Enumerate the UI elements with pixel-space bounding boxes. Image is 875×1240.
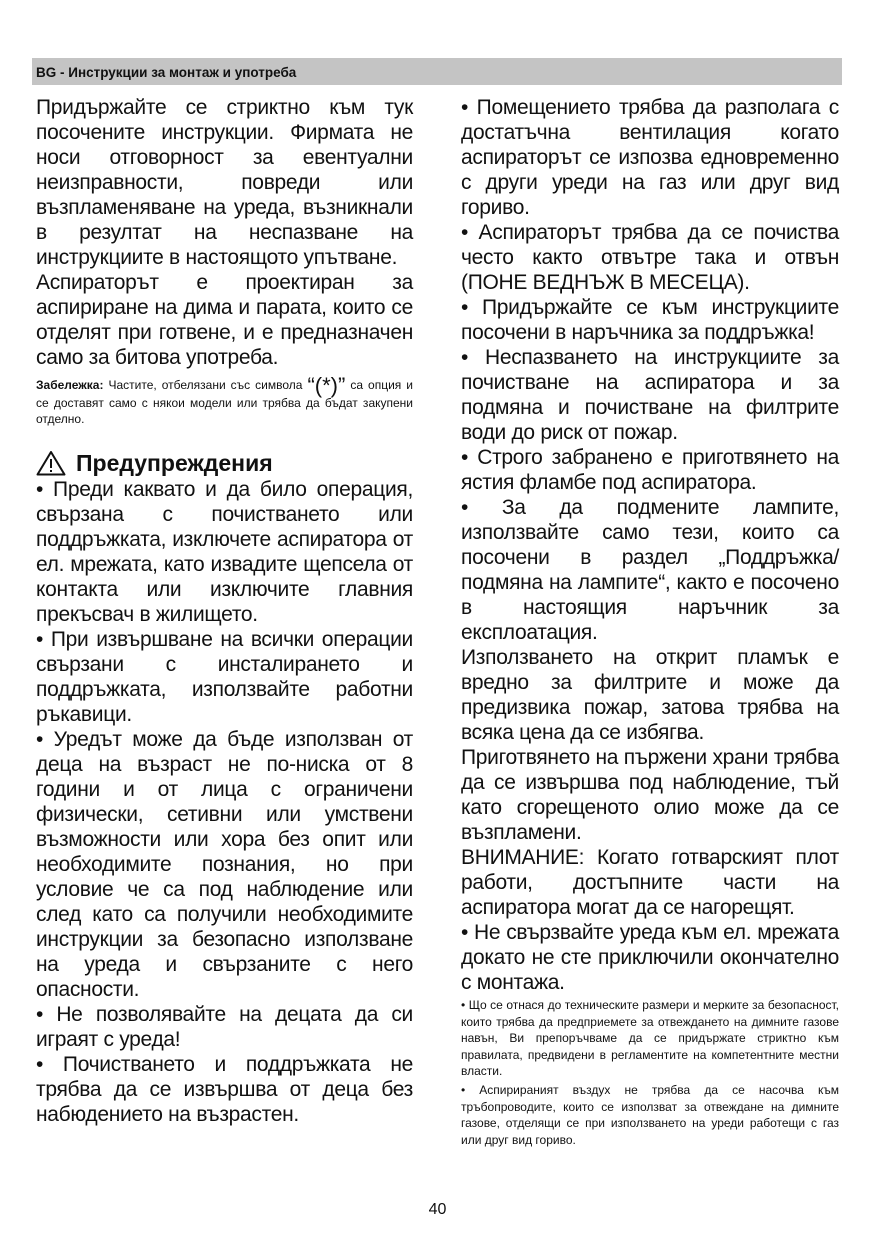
warning-bullet: • Уредът може да бъде използван от деца на възраст не по-ниска от 8 години и от лица с ограничени физически, сетивни или умствени възможности или хора без опит или необходимите познания, но при условие че са под наблюдение или след като са получили необходимите инструкции за безопасно използване на уреда и свързаните с него опасности. bbox=[36, 727, 413, 1001]
warning-paragraph: • Помещението трябва да разполага с достатъчна вентилация когато аспираторът се изпозва едновременно с други уреди на газ или друг вид гориво. bbox=[461, 96, 839, 219]
warning-bullet: • При извършване на всички операции свързани с инсталирането и поддръжката, използвайте работни ръкавици. bbox=[36, 627, 413, 726]
intro-paragraph: Придържайте се стриктно към тук посочените инструкции. Фирмата не носи отговорност за евентуални неизправности, повреди или възпламеняване на уреда, възникнали в резултат на неспазване на инструкциите в настоящото упътване. bbox=[36, 96, 413, 269]
warning-bullet: • Не позволявайте на децата да си играят с уреда! bbox=[36, 1002, 413, 1051]
warning-paragraph: • Неспазването на инструкциите за почистване на аспиратора и за подмяна и почистване на филтрите води до риск от пожар. bbox=[461, 346, 839, 444]
note-label: Забележка: bbox=[36, 378, 104, 392]
small-print-paragraph: • Аспирираният въздух не трябва да се насочва към тръбопроводите, които се използват за отвеждане на димните газове, отделящи се при използването на уреди работещи с газ или друг вид гориво. bbox=[461, 1082, 839, 1147]
warning-paragraph: • За да подмените лампите, използвайте само тези, които са посочени в раздел „Поддръжка/подмяна на лампите“, както е посочено в настоящия наръчник за експлоатация. bbox=[461, 496, 839, 644]
warning-triangle-icon bbox=[36, 450, 66, 476]
note-text-after: са опция и се доставят само с някои модели или трябва да бъдат закупени отделно. bbox=[36, 378, 414, 427]
caution-paragraph: ВНИМАНИЕ: Когато готварският плот работи, достъпните части на аспиратора могат да се нагорещят. bbox=[461, 846, 839, 919]
left-column bbox=[36, 95, 413, 1127]
warning-paragraph: • Не свързвайте уреда към ел. мрежата докато не сте приключили окончателно с монтажа. bbox=[461, 921, 839, 994]
optional-part-symbol: “(*)” bbox=[307, 373, 346, 398]
warnings-heading bbox=[36, 450, 413, 477]
section-header-bar bbox=[32, 58, 842, 85]
warning-paragraph: Използването на открит пламък е вредно за филтрите и може да предизвика пожар, затова трябва на всяка цена да се избягва. bbox=[461, 646, 839, 744]
page-number: 40 bbox=[428, 1201, 447, 1218]
warnings-heading-text: Предупреждения bbox=[76, 449, 273, 476]
warning-bullet: • Преди каквато и да било операция, свързана с почистването или поддръжката, изключете аспиратора от ел. мрежата, като извадите щепсела от контакта или изключите главния прекъсвач в жилището. bbox=[36, 477, 413, 626]
warning-paragraph: • Строго забранено е приготвянето на ястия фламбе под аспиратора. bbox=[461, 446, 839, 494]
warning-bullet: • Почистването и поддръжката не трябва да се извършва от деца без набюдението на възрастен. bbox=[36, 1052, 413, 1126]
warning-paragraph: Приготвянето на пържени храни трябва да се извършва под наблюдение, тъй като сгорещеното олио може да се възпламени. bbox=[461, 746, 839, 844]
right-column bbox=[461, 95, 839, 1148]
note-paragraph bbox=[36, 373, 414, 428]
note-text-before: Частите, отбелязани със символа bbox=[103, 378, 308, 392]
warning-paragraph: • Придържайте се към инструкциите посочени в наръчника за поддръжка! bbox=[461, 296, 839, 344]
small-print-paragraph: • Що се отнася до техническите размери и мерките за безопасност, които трябва да предприемете за отвеждането на димните газове навън, Ви препоръчваме да се придържате стриктно към правилата, предвидени в регламентите на компетентните местни власти. bbox=[461, 998, 839, 1079]
warning-paragraph: • Аспираторът трябва да се почиства често както отвътре така и отвън (ПОНЕ ВЕДНЪЖ В МЕСЕЦА). bbox=[461, 221, 839, 294]
section-header-title: BG - Инструкции за монтаж и употреба bbox=[36, 65, 297, 80]
purpose-paragraph: Аспираторът е проектиран за аспириране на дима и парата, които се отделят при готвене, и е предназначен само за битова употреба. bbox=[36, 271, 413, 369]
